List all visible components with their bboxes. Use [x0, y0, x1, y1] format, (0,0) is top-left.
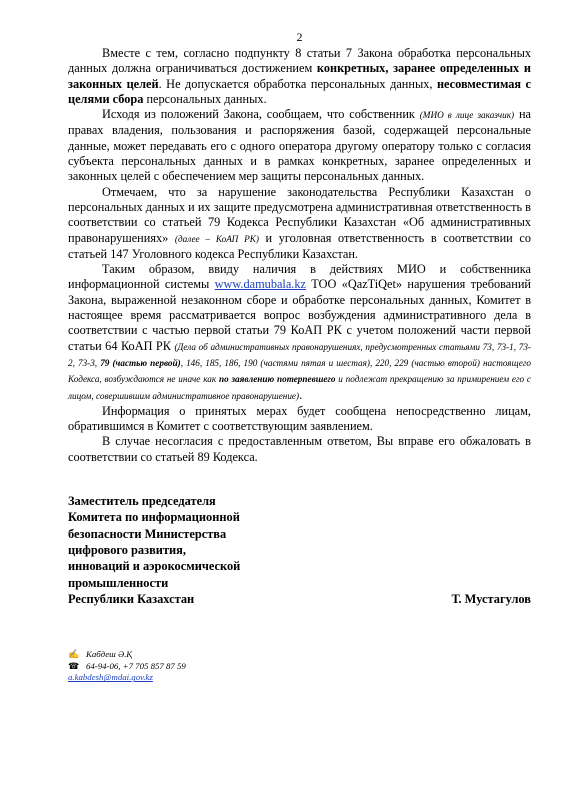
emphasis-text: конкретных, заранее определенных и законных целей [68, 61, 531, 91]
phone-row [68, 661, 531, 673]
text-run: Отмечаем, что за нарушение законодательства Республики Казахстан о персональных данных и их защите предусмотрена административная ответственность в соответствии со статьей 79 Кодекса Республики Казахстан «Об административных правонарушениях» [68, 184, 531, 245]
text-run: Вместе с тем, согласно подпункту 8 статьи 7 Закона обработка персональных данных должна ограничиваться достижением [68, 46, 531, 76]
text-run: ТОО «QazTiQet» нарушения требований Закона, выраженной незаконном сборе и обработке персональных данных, Комитет в настоящее время рассматривается вопрос возбуждения административного дела в соответствии с частью первой статьи 79 КоАП РК с учетом положений части первой статьи 64 КоАП РК [68, 277, 531, 353]
signatory-title-line: Комитета по информационной [68, 510, 240, 525]
emphasis-text: 79 (частью первой) [100, 357, 181, 368]
phone-icon: ☎ [68, 660, 80, 671]
phone-numbers: 64-94-06, +7 705 857 87 59 [86, 660, 186, 671]
text-run: (Дела об административных правонарушениях, предусмотренных статьями 73, 73-1, 73-2, 73-3, [68, 341, 531, 368]
executor-name: Кабдеш Ә.Қ [86, 649, 133, 660]
text-run: персональных данных. [143, 91, 267, 106]
text-run: и уголовная ответственность в соответствии со статьей 147 Уголовного кодекса Республики Казахстан. [68, 230, 531, 261]
paragraph-conclusion [68, 262, 531, 404]
emphasis-text: несовместимая с целями сбора [68, 76, 532, 106]
paragraph-appeal: В случае несогласия с предоставленным ответом, Вы вправе его обжаловать в соответствии со статьей 89 Кодекса. [68, 434, 531, 464]
text-run: на правах владения, пользования и распоряжения базой, содержащей персональные данные, может передавать его с одного оператора другому оператору только с согласия субъекта персональных данных и в рамках конкретных, заранее определенных и законных целей с обеспечением мер защиты персональных данных. [68, 107, 531, 184]
text-run: . Не допускается обработка персональных данных, [158, 76, 437, 91]
executor-row [68, 649, 531, 661]
paragraph-purpose-limitation [68, 46, 531, 107]
signatory-title-line: Заместитель председателя [68, 494, 216, 509]
text-run: . [299, 387, 303, 402]
signatory-title-line: Республики Казахстан [68, 591, 195, 606]
website-link[interactable]: www.damubala.kz [214, 277, 306, 292]
signatory-title-line: промышленности [68, 575, 169, 590]
text-run: и подлежат прекращению за примирением его с лицом, совершившим административное правонарушение) [68, 374, 531, 401]
signatory-name: Т. Мустагулов [451, 591, 531, 606]
paragraph-owner-rights [68, 107, 531, 184]
contacts-block [68, 649, 531, 684]
email-link[interactable]: a.kabdesh@mdai.gov.kz [68, 672, 153, 683]
page-number: 2 [296, 30, 303, 44]
signatory-title [68, 493, 308, 607]
text-run: Исходя из положений Закона, сообщаем, что собственник [102, 107, 420, 122]
signatory-title-line: цифрового развития, [68, 542, 186, 557]
small-note: (МИО в лице заказчик) [419, 110, 515, 121]
email-row [68, 672, 531, 684]
signatory-title-line: инноваций и аэрокосмической [68, 559, 241, 574]
signatory-title-line: безопасности Министерства [68, 526, 227, 541]
text-run: , 146, 185, 186, 190 (частями пятая и шестая), 220, 229 (частью второй) настоящего Кодекса, возбуждаются не иначе как [68, 357, 532, 385]
text-run: Таким образом, ввиду наличия в действиях МИО и собственника информационной системы [68, 262, 531, 292]
small-note: (далее – КоАП РК) [174, 233, 259, 244]
paragraph-liability [68, 185, 531, 262]
paragraph-information: Информация о принятых мерах будет сообщена непосредственно лицам, обратившимся в Комитет с соответствующим заявлением. [68, 403, 531, 434]
emphasis-text: по заявлению потерпевшего [218, 374, 336, 385]
signature-block [68, 493, 531, 607]
pen-icon: ✍ [68, 649, 80, 660]
